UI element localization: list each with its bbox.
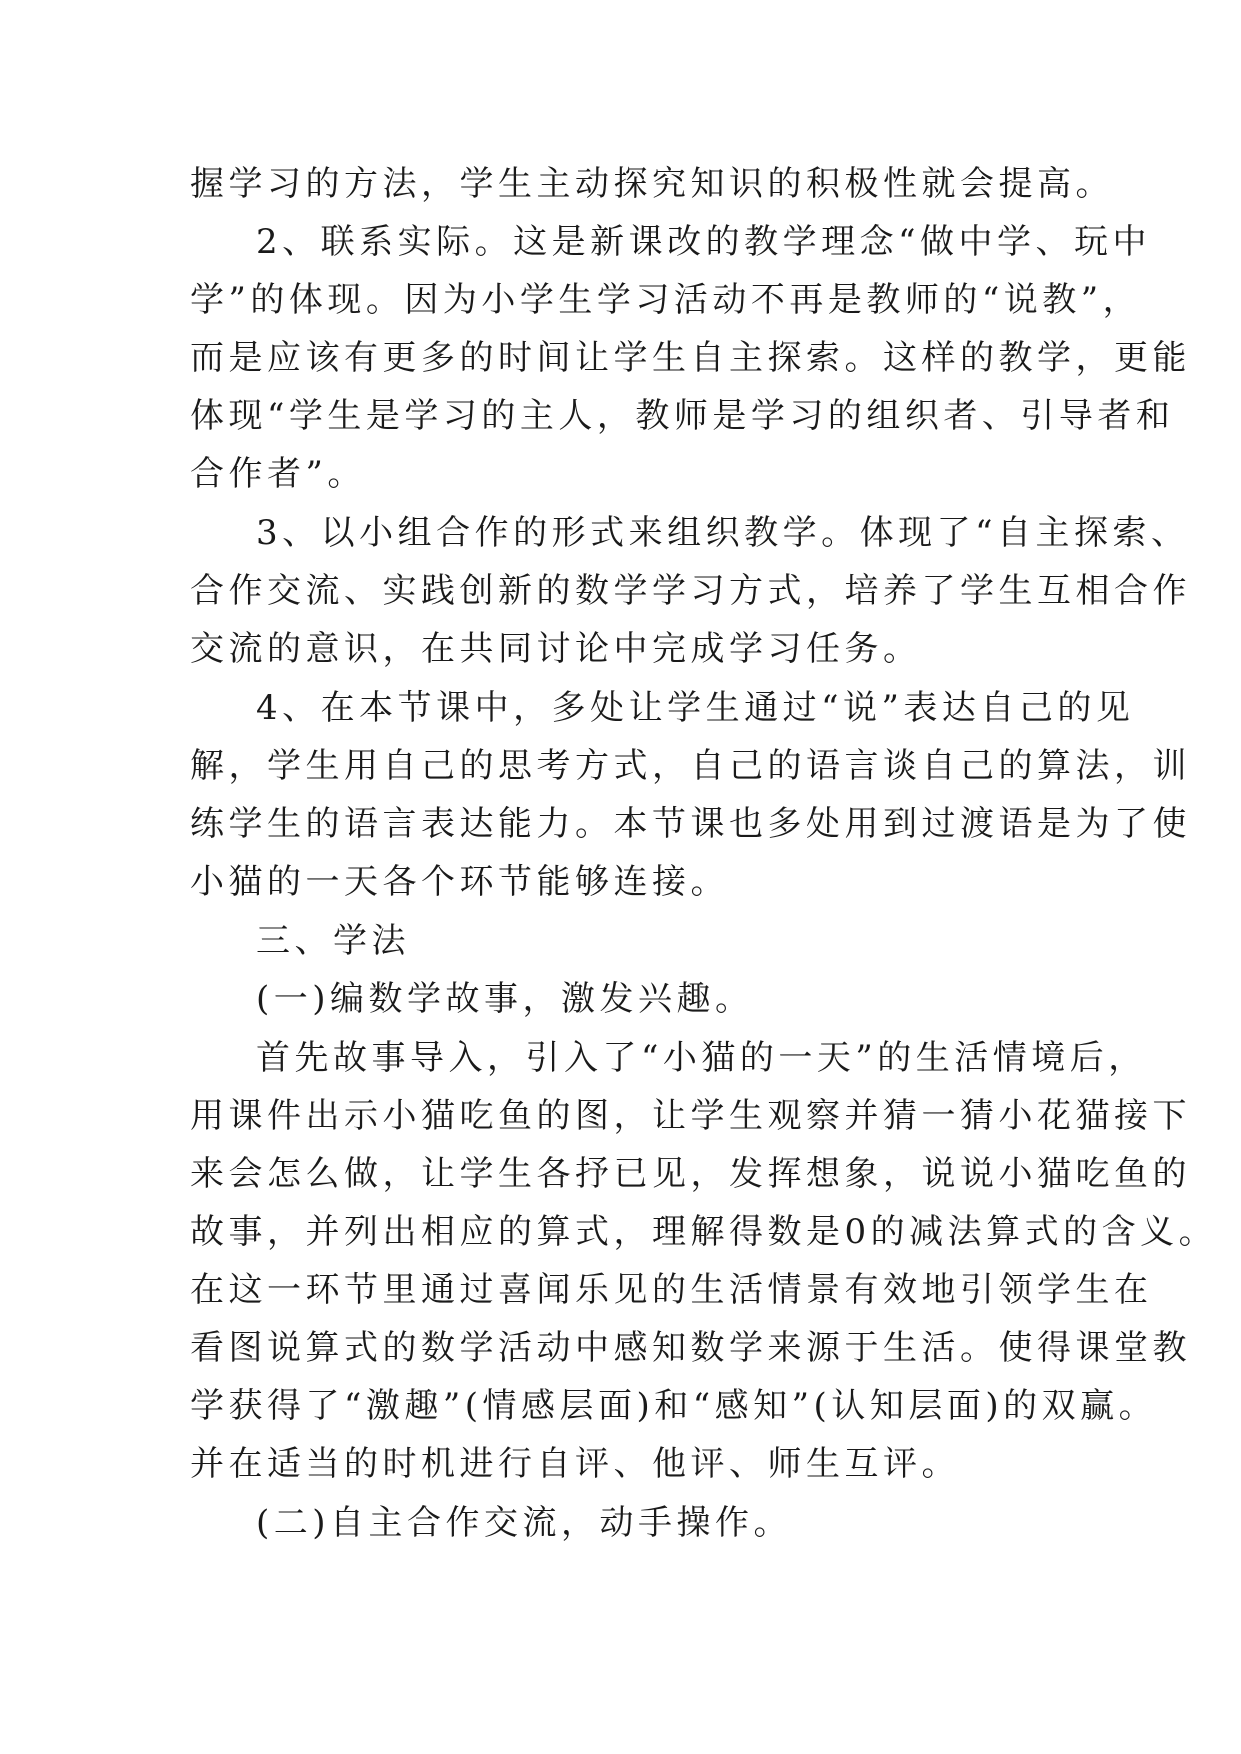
text-line: 用课件出示小猫吃鱼的图，让学生观察并猜一猜小花猫接下: [190, 1096, 1191, 1136]
text-line: 在这一环节里通过喜闻乐见的生活情景有效地引领学生在: [190, 1270, 1153, 1310]
text-line: 故事，并列出相应的算式，理解得数是0的减法算式的含义。: [190, 1212, 1218, 1252]
text-line: 练学生的语言表达能力。本节课也多处用到过渡语是为了使: [190, 804, 1191, 844]
text-line: 体现“学生是学习的主人，教师是学习的组织者、引导者和: [190, 396, 1175, 436]
text-line: 首先故事导入，引入了“小猫的一天”的生活情境后，: [256, 1038, 1147, 1078]
text-line: 并在适当的时机进行自评、他评、师生互评。: [190, 1444, 960, 1484]
section-heading: 三、学法: [256, 921, 410, 961]
text-line: 交流的意识，在共同讨论中完成学习任务。: [190, 629, 922, 669]
text-line: 看图说算式的数学活动中感知数学来源于生活。使得课堂教: [190, 1328, 1191, 1368]
text-line: 小猫的一天各个环节能够连接。: [190, 862, 729, 902]
text-line: 而是应该有更多的时间让学生自主探索。这样的教学，更能: [190, 338, 1191, 378]
text-line: 4、在本节课中，多处让学生通过“说”表达自己的见: [256, 688, 1135, 728]
text-line: 来会怎么做，让学生各抒已见，发挥想象，说说小猫吃鱼的: [190, 1154, 1191, 1194]
text-line: 学获得了“激趣”(情感层面)和“感知”(认知层面)的双赢。: [190, 1386, 1158, 1426]
text-line: 合作者”。: [190, 454, 366, 494]
subsection-heading: (一)编数学故事，激发兴趣。: [256, 979, 754, 1019]
text-line: 学”的体现。因为小学生学习活动不再是教师的“说教”，: [190, 280, 1142, 320]
text-line: 握学习的方法，学生主动探究知识的积极性就会提高。: [190, 164, 1114, 204]
text-line: 合作交流、实践创新的数学学习方式，培养了学生互相合作: [190, 571, 1191, 611]
text-line: 3、以小组合作的形式来组织教学。体现了“自主探索、: [256, 513, 1190, 553]
subsection-heading: (二)自主合作交流，动手操作。: [256, 1503, 793, 1543]
text-line: 2、联系实际。这是新课改的教学理念“做中学、玩中: [256, 222, 1152, 262]
text-line: 解，学生用自己的思考方式，自己的语言谈自己的算法，训: [190, 746, 1191, 786]
